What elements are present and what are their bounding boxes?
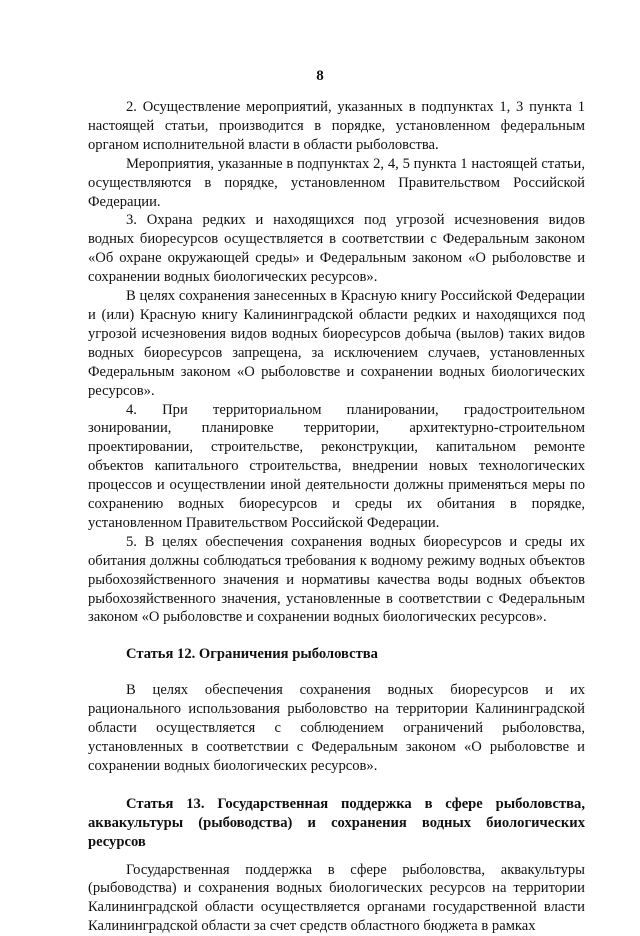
article-12-heading: Статья 12. Ограничения рыболовства (126, 646, 378, 663)
article-13 (88, 795, 585, 936)
paragraph: Мероприятия, указанные в подпунктах 2, 4, 5 пункта 1 настоящей статьи, осуществляются в порядке, установленном Правительством Российской Федерации. (88, 155, 585, 210)
article-11-continuation (88, 98, 585, 627)
paragraph: 3. Охрана редких и находящихся под угрозой исчезновения видов водных биоресурсов осуществляется в соответствии с Федеральным законом «Об охране окружающей среды» и Федеральным законом «О рыболовстве и сохранении водных биологических ресурсов». (88, 212, 585, 286)
page-number: 8 (316, 68, 324, 84)
article-13-heading: Статья 13. Государственная поддержка в сфере рыболовства, аквакультуры (рыбоводства) и сохранения водных биологических ресурсов (88, 795, 585, 850)
document-body (88, 98, 585, 936)
paragraph: 5. В целях обеспечения сохранения водных биоресурсов и среды их обитания должны соблюдаться требования к водному режиму водных объектов рыбохозяйственного значения и нормативы качества воды водных объектов рыбохозяйственного значения, установленные в соответствии с Федеральным законом «О рыболовстве и сохранении водных биологических ресурсов». (88, 533, 585, 626)
article-12 (88, 645, 585, 775)
paragraph: В целях сохранения занесенных в Красную книгу Российской Федерации и (или) Красную книгу Калининградской области редких и находящихся под угрозой исчезновения видов водных биоресурсов добыча (вылов) таких видов водных биоресурсов запрещена, за исключением случаев, установленных Федеральным законом «О рыболовстве и сохранении водных биологических ресурсов». (88, 288, 585, 399)
paragraph: Государственная поддержка в сфере рыболовства, аквакультуры (рыбоводства) и сохранения водных биологических ресурсов на территории Калининградской области осуществляется органами государственной власти Калининградской области за счет средств областного бюджета в рамках (88, 861, 585, 935)
paragraph: В целях обеспечения сохранения водных биоресурсов и их рационального использования рыболовство на территории Калининградской области осуществляется с соблюдением ограничений рыболовства, установленных в соответствии с Федеральным законом «О рыболовстве и сохранении водных биологических ресурсов». (88, 682, 585, 774)
paragraph: 2. Осуществление мероприятий, указанных в подпунктах 1, 3 пункта 1 настоящей статьи, производится в порядке, установленном федеральным органом исполнительной власти в области рыболовства. (88, 99, 585, 153)
paragraph: 4. При территориальном планировании, градостроительном зонировании, планировке территории, архитектурно-строительном проектировании, строительстве, реконструкции, капитальном ремонте объектов капитального строительства, внедрении новых технологических процессов и осуществлении иной деятельности должны применяться меры по сохранению водных биоресурсов и среды их обитания в порядке, установленном Правительством Российской Федерации. (88, 401, 585, 531)
